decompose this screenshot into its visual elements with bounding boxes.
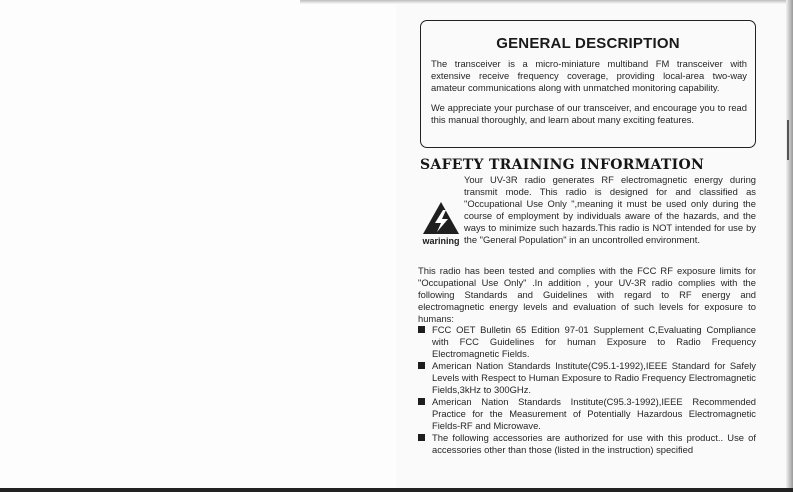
general-description-paragraph-2: We appreciate your purchase of our transceiver, and encourage you to read this manual thoroughly, and learn about many exciting features. xyxy=(431,102,747,126)
general-description-title: GENERAL DESCRIPTION xyxy=(496,35,680,52)
lightning-warning-triangle-icon xyxy=(421,200,461,236)
list-item xyxy=(418,360,756,396)
safety-intro-paragraph: Your UV-3R radio generates RF electromagnetic energy during transmit mode. This radio is designed for and classified as "Occupational Use Only ",meaning it must be used only during the course of employment by individuals aware of the hazards, and the ways to minimize such hazards.This radio is NOT intended for use by the "General Population" in an uncontrolled environment. xyxy=(464,174,756,245)
warning-label: warining xyxy=(422,236,460,246)
page-right-shadow xyxy=(786,0,793,492)
square-bullet-icon xyxy=(418,434,425,441)
blank-left-page xyxy=(0,0,396,492)
page-bottom-edge xyxy=(0,488,793,492)
general-description-box xyxy=(420,20,756,148)
list-item xyxy=(418,432,756,464)
compliance-paragraph: This radio has been tested and complies with the FCC RF exposure limits for "Occupational Use Only" .In addition , your UV-3R radio complies with the following Standards and Guidelines with regard to RF energy and electromagnetic energy levels and evaluation of such levels for exposure to humans: xyxy=(418,265,756,324)
list-item-text: FCC OET Bulletin 65 Edition 97-01 Supplement C,Evaluating Compliance with FCC Guidelines for human Exposure to Radio Frequency Electromagnetic Fields. xyxy=(432,324,756,359)
general-description-paragraph-1: The transceiver is a micro-miniature multiband FM transceiver with extensive receive frequency coverage, providing local-area two-way amateur communications along with unmatched monitoring capability. xyxy=(431,58,747,94)
list-item-text: The following accessories are authorized for use with this product.. Use of accessories other than those (listed in the instruction) specified xyxy=(432,432,756,455)
page-edge-mark xyxy=(787,120,789,160)
list-item-text: American Nation Standards Institute(C95.3-1992),IEEE Recommended Practice for the Measurement of Potentially Hazardous Electromagnetic Fields-RF and Microwave. xyxy=(432,396,756,431)
square-bullet-icon xyxy=(418,398,425,405)
safety-heading: SAFETY TRAINING INFORMATION xyxy=(420,157,705,173)
page-top-shadow xyxy=(300,0,793,4)
list-item xyxy=(418,324,756,360)
square-bullet-icon xyxy=(418,362,425,369)
standards-list xyxy=(418,324,756,464)
list-item xyxy=(418,396,756,432)
list-item-text: American Nation Standards Institute(C95.1-1992),IEEE Standard for Safely Levels with Respect to Human Exposure to Radio Frequency Electromagnetic Fields,3kHz to 300GHz. xyxy=(432,360,756,395)
square-bullet-icon xyxy=(418,326,425,333)
